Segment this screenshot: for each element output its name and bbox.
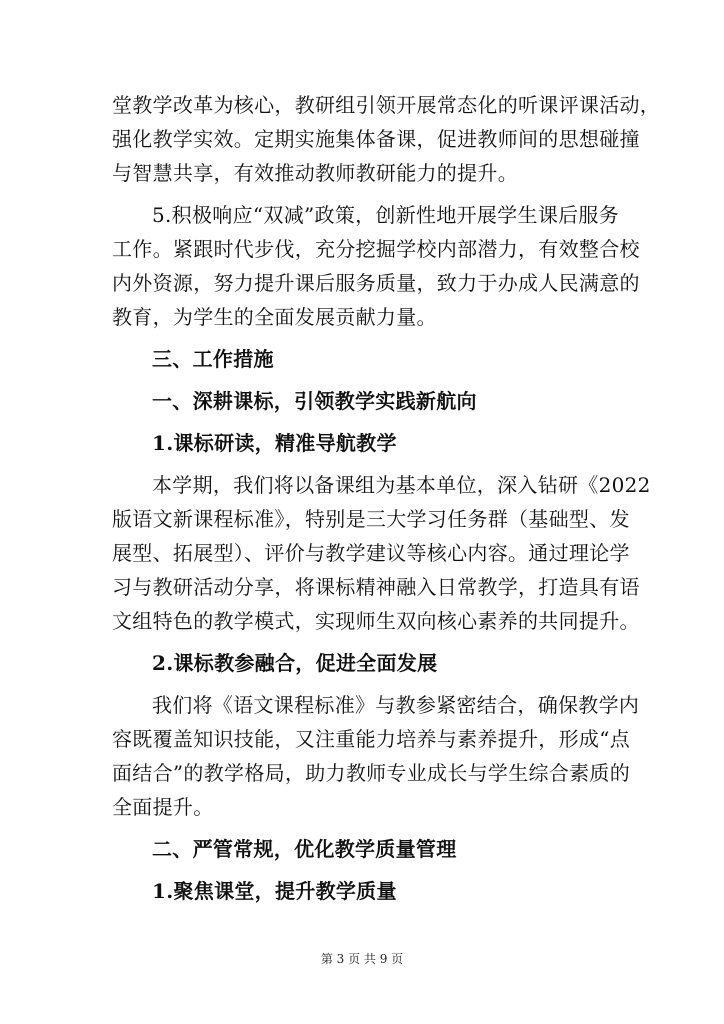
text-line: 展型、拓展型）、评价与教学建议等核心内容。通过理论学 (112, 541, 630, 565)
text-line: 面结合”的教学格局，助力教师专业成长与学生综合素质的 (112, 761, 631, 785)
paragraph-item-5 (112, 198, 640, 334)
document-body (112, 88, 661, 916)
text-line: 5.积极响应“双减”政策，创新性地开展学生课后服务 (152, 203, 620, 227)
text-line: 习与教研活动分享，将课标精神融入日常教学，打造具有语 (112, 575, 640, 599)
text-line: 我们将《语文课程标准》与教参紧密结合，确保教学内 (152, 693, 640, 717)
text-line: 文组特色的教学模式，实现师生双向核心素养的共同提升。 (112, 609, 640, 633)
paragraph-continuation (112, 88, 661, 190)
paragraph-curriculum-integration (112, 688, 640, 824)
text-line: 教育，为学生的全面发展贡献力量。 (112, 305, 437, 329)
text-line: 与智慧共享，有效推动教师教研能力的提升。 (112, 161, 518, 185)
heading-text: 二、严管常规，优化教学质量管理 (152, 837, 457, 861)
heading-text: 1.课标研读，精准导航教学 (152, 431, 397, 455)
paragraph-curriculum-study (112, 468, 651, 638)
text-line: 强化教学实效。定期实施集体备课，促进教师间的思想碰撞 (112, 127, 640, 151)
text-line: 容既覆盖知识技能，又注重能力培养与素养提升，形成“点 (112, 727, 631, 751)
text-line: 工作。紧跟时代步伐，充分挖掘学校内部潜力，有效整合校 (112, 237, 640, 261)
heading-text: 三、工作措施 (152, 347, 274, 371)
text-line: 堂教学改革为核心，教研组引领开展常态化的听课评课活动， (112, 93, 661, 117)
heading-part-1 (112, 384, 617, 418)
text-line: 本学期，我们将以备课组为基本单位，深入钻研《2022 (152, 473, 651, 497)
heading-section-3 (112, 342, 617, 376)
heading-item-2-1 (112, 874, 617, 908)
heading-item-1-1 (112, 426, 617, 460)
page-number-footer: 第 3 页 共 9 页 (320, 952, 404, 966)
heading-item-1-2 (112, 646, 617, 680)
heading-text: 一、深耕课标，引领教学实践新航向 (152, 389, 477, 413)
text-line: 版语文新课程标准》，特别是三大学习任务群（基础型、发 (112, 507, 630, 531)
text-line: 内外资源，努力提升课后服务质量，致力于办成人民满意的 (112, 271, 640, 295)
heading-text: 1.聚焦课堂，提升教学质量 (152, 879, 397, 903)
text-line: 全面提升。 (112, 795, 214, 819)
heading-part-2 (112, 832, 617, 866)
heading-text: 2.课标教参融合，促进全面发展 (152, 651, 438, 675)
